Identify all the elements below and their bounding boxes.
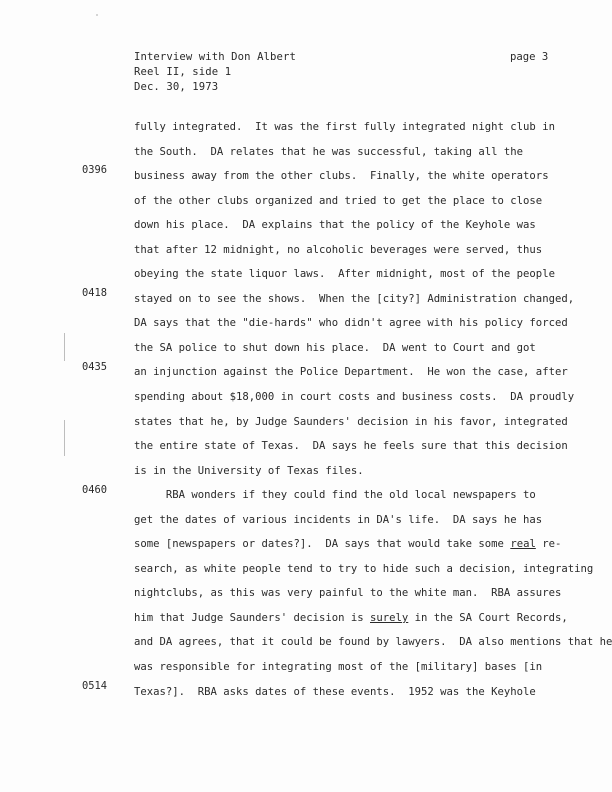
text-line: the entire state of Texas. DA says he feels sure that this decision — [134, 440, 568, 453]
text-line — [134, 532, 612, 557]
text-line: was responsible for integrating most of the [military] bases [in — [134, 661, 543, 674]
page-number: page 3 — [510, 51, 549, 63]
margin-scan-mark — [64, 420, 65, 456]
text-line: the SA police to shut down his place. DA went to Court and got — [134, 341, 536, 354]
text-line: and DA agrees, that it could be found by lawyers. DA also mentions that he — [134, 636, 612, 649]
text-line: business away from the other clubs. Finally, the white operators — [134, 170, 549, 183]
text-line: is in the University of Texas files. — [134, 464, 364, 477]
text-line: Texas?]. RBA asks dates of these events. 1952 was the Keyhole — [134, 685, 536, 698]
text-line: the South. DA relates that he was successful, taking all the — [134, 145, 524, 158]
transcript-body — [134, 115, 612, 704]
text-segment: some [newspapers or dates?]. DA says that would take some — [134, 538, 511, 551]
text-line: an injunction against the Police Department. He won the case, after — [134, 366, 568, 379]
tape-counter-0396: 0396 — [82, 164, 108, 176]
tape-counter-0435: 0435 — [82, 361, 108, 373]
text-line: obeying the state liquor laws. After midnight, most of the people — [134, 268, 555, 281]
text-segment: him that Judge Saunders' decision is — [134, 611, 370, 624]
tape-counter-0418: 0418 — [82, 287, 108, 299]
text-segment: in the SA Court Records, — [408, 611, 568, 624]
text-line: spending about $18,000 in court costs and business costs. DA proudly — [134, 391, 575, 404]
document-header — [134, 50, 296, 95]
margin-scan-mark — [64, 333, 65, 361]
text-segment: re- — [535, 538, 562, 551]
text-line — [134, 606, 612, 631]
text-line: get the dates of various incidents in DA's life. DA says he has — [134, 513, 543, 526]
text-line: DA says that the "die-hards" who didn't agree with his policy forced — [134, 317, 568, 330]
tape-counter-0514: 0514 — [82, 680, 108, 692]
text-line: states that he, by Judge Saunders' decision in his favor, integrated — [134, 415, 568, 428]
text-line: nightclubs, as this was very painful to the white man. RBA assures — [134, 587, 562, 600]
underlined-word-real: real — [510, 538, 536, 551]
tape-counter-0460: 0460 — [82, 484, 108, 496]
text-line: RBA wonders if they could find the old local newspapers to — [134, 489, 536, 502]
text-line: fully integrated. It was the first fully integrated night club in — [134, 121, 555, 133]
text-line: search, as white people tend to try to hide such a decision, integrating — [134, 562, 594, 575]
header-date: Dec. 30, 1973 — [134, 81, 219, 93]
header-reel-side: Reel II, side 1 — [134, 66, 232, 78]
header-interview-title: Interview with Don Albert — [134, 51, 296, 63]
text-line: down his place. DA explains that the policy of the Keyhole was — [134, 219, 536, 232]
underlined-word-surely: surely — [370, 611, 409, 624]
text-line: of the other clubs organized and tried to get the place to close — [134, 194, 543, 207]
scan-speck — [96, 14, 98, 16]
text-line: stayed on to see the shows. When the [city?] Administration changed, — [134, 292, 575, 305]
text-line: that after 12 midnight, no alcoholic beverages were served, thus — [134, 243, 543, 256]
